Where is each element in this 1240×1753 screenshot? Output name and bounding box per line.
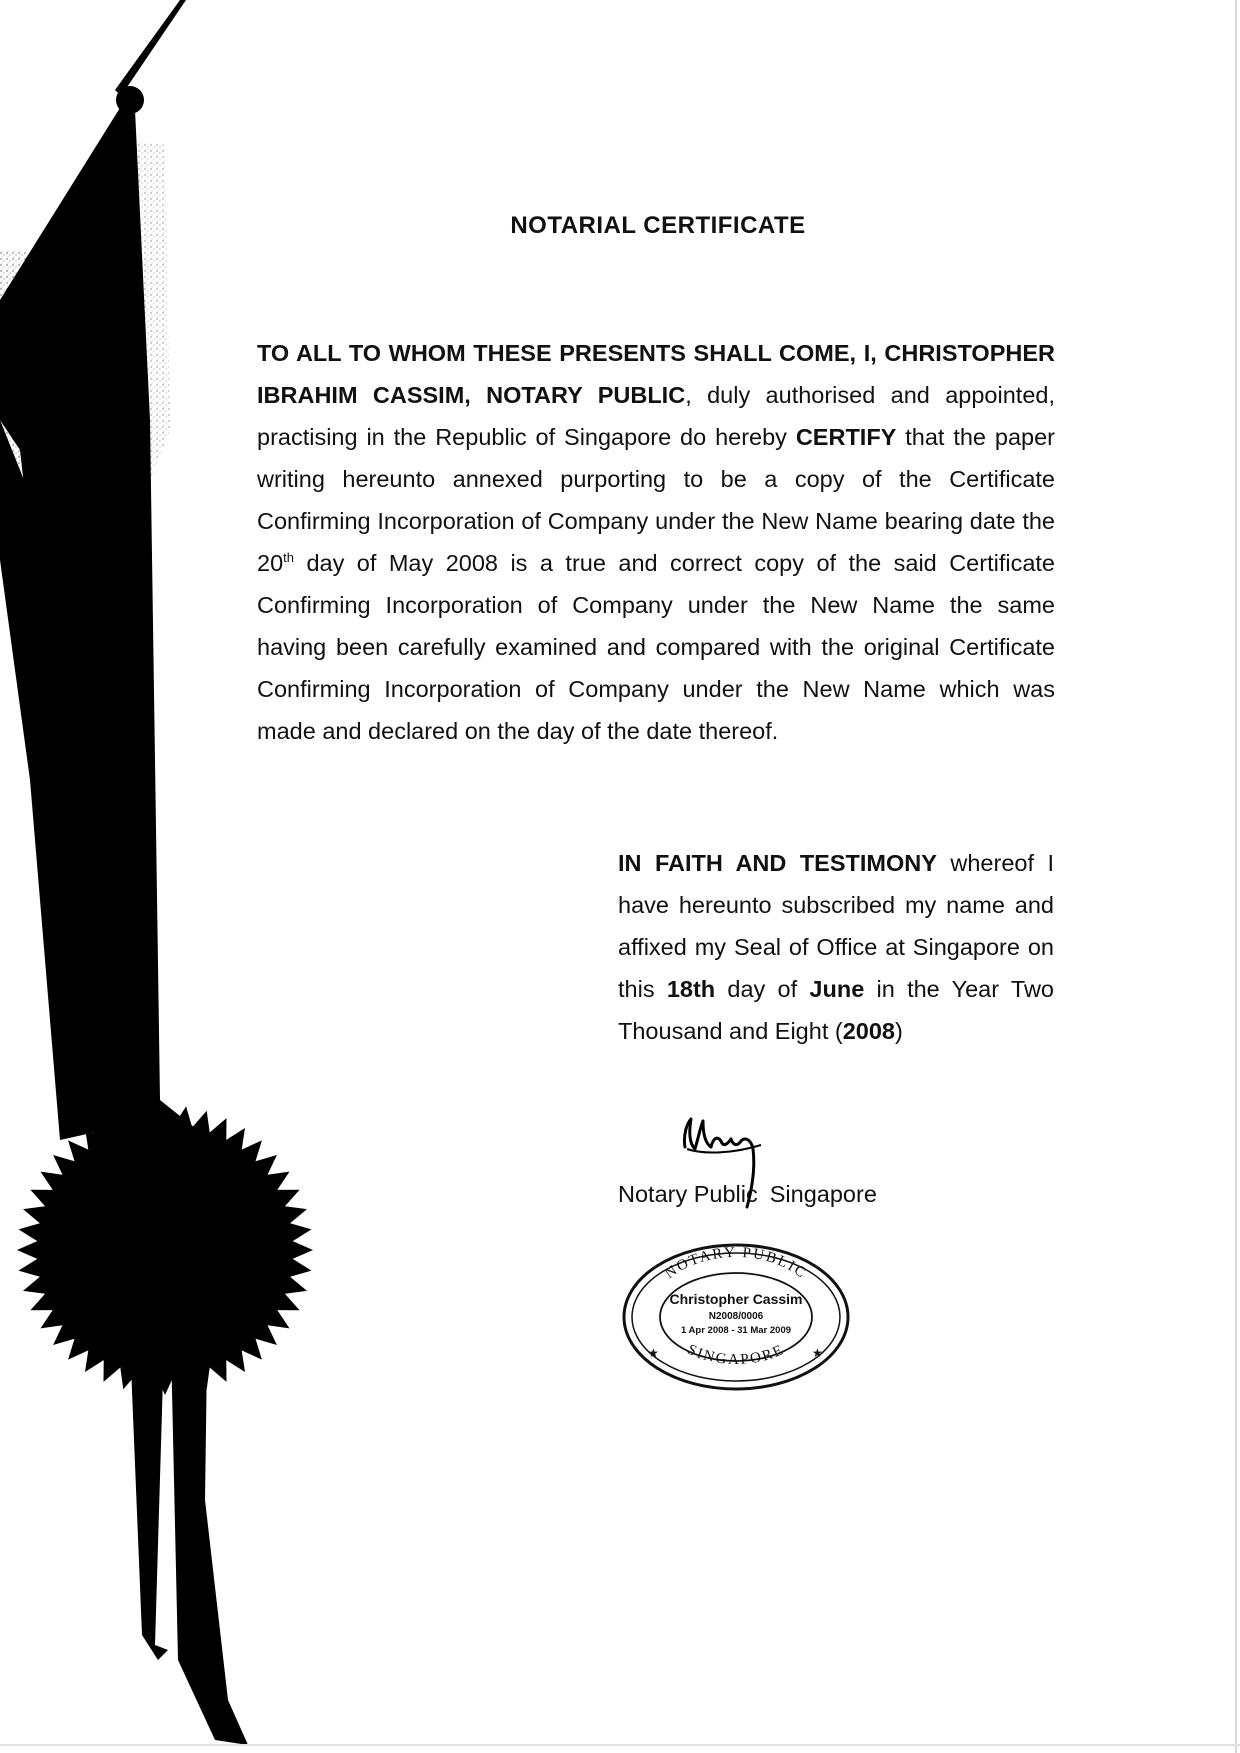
singapore-label: Singapore [769, 1181, 877, 1207]
body-ordinal: th [283, 550, 294, 566]
notary-public-label: Notary Public [618, 1181, 758, 1207]
stamp-validity: 1 Apr 2008 - 31 Mar 2009 [680, 1325, 792, 1336]
testimony-year: 2008 [842, 1018, 895, 1044]
testimony-text-1: whereof I have hereunto subscribed my name and affixed my Seal of Office at Singapore on this [618, 850, 1054, 1002]
body-certify: CERTIFY [795, 424, 897, 450]
document-title: NOTARIAL CERTIFICATE [510, 212, 806, 239]
testimony-month: June [809, 976, 865, 1002]
testimony-text-3: in the Year Two Thousand and Eight ( [618, 976, 1054, 1044]
stamp-star-right: ★ [812, 1346, 823, 1360]
stamp-star-left: ★ [648, 1346, 659, 1360]
stamp-bottom-text: SINGAPORE [684, 1341, 788, 1369]
testimony-day: 18th [666, 976, 716, 1002]
body-text-3: day of May 2008 is a true and correct copy of the said Certificate Confirming Incorporation of Company under the New Name the same having been carefully examined and compared with the original Certificate Confirming Incorporation of Company under the New Name which was made and declared on the day of the date thereof. [257, 550, 1055, 744]
testimony-text-2: day of [715, 976, 810, 1002]
ribbon-band [0, 95, 248, 1745]
wax-seal [17, 1105, 313, 1395]
body-opening: TO ALL TO WHOM THESE PRESENTS SHALL COME, I, CHRISTOPHER IBRAHIM CASSIM, NOTARY PUBLIC [257, 340, 1055, 408]
stamp-number: N2008/0006 [708, 1311, 764, 1322]
testimony-heading: IN FAITH AND TESTIMONY [618, 850, 937, 876]
ribbon-string [115, 0, 186, 96]
svg-text:NOTARY PUBLIC [662, 1245, 810, 1282]
signature-caption [618, 1178, 877, 1210]
stamp-top-text: NOTARY PUBLIC [662, 1244, 810, 1283]
testimony-clause [618, 842, 1054, 1052]
certificate-body [257, 332, 1055, 752]
body-text-1: , duly authorised and appointed, practising in the Republic of Singapore do hereby [257, 382, 1055, 450]
testimony-text-4: ) [895, 1018, 903, 1044]
svg-text:SINGAPORE [685, 1342, 787, 1368]
notary-stamp [618, 1240, 854, 1394]
body-text-2: that the paper writing hereunto annexed purporting to be a copy of the Certificate Confirming Incorporation of Company under the New Name bearing date the 20 [257, 424, 1055, 576]
stamp-name: Christopher Cassim [669, 1291, 803, 1307]
